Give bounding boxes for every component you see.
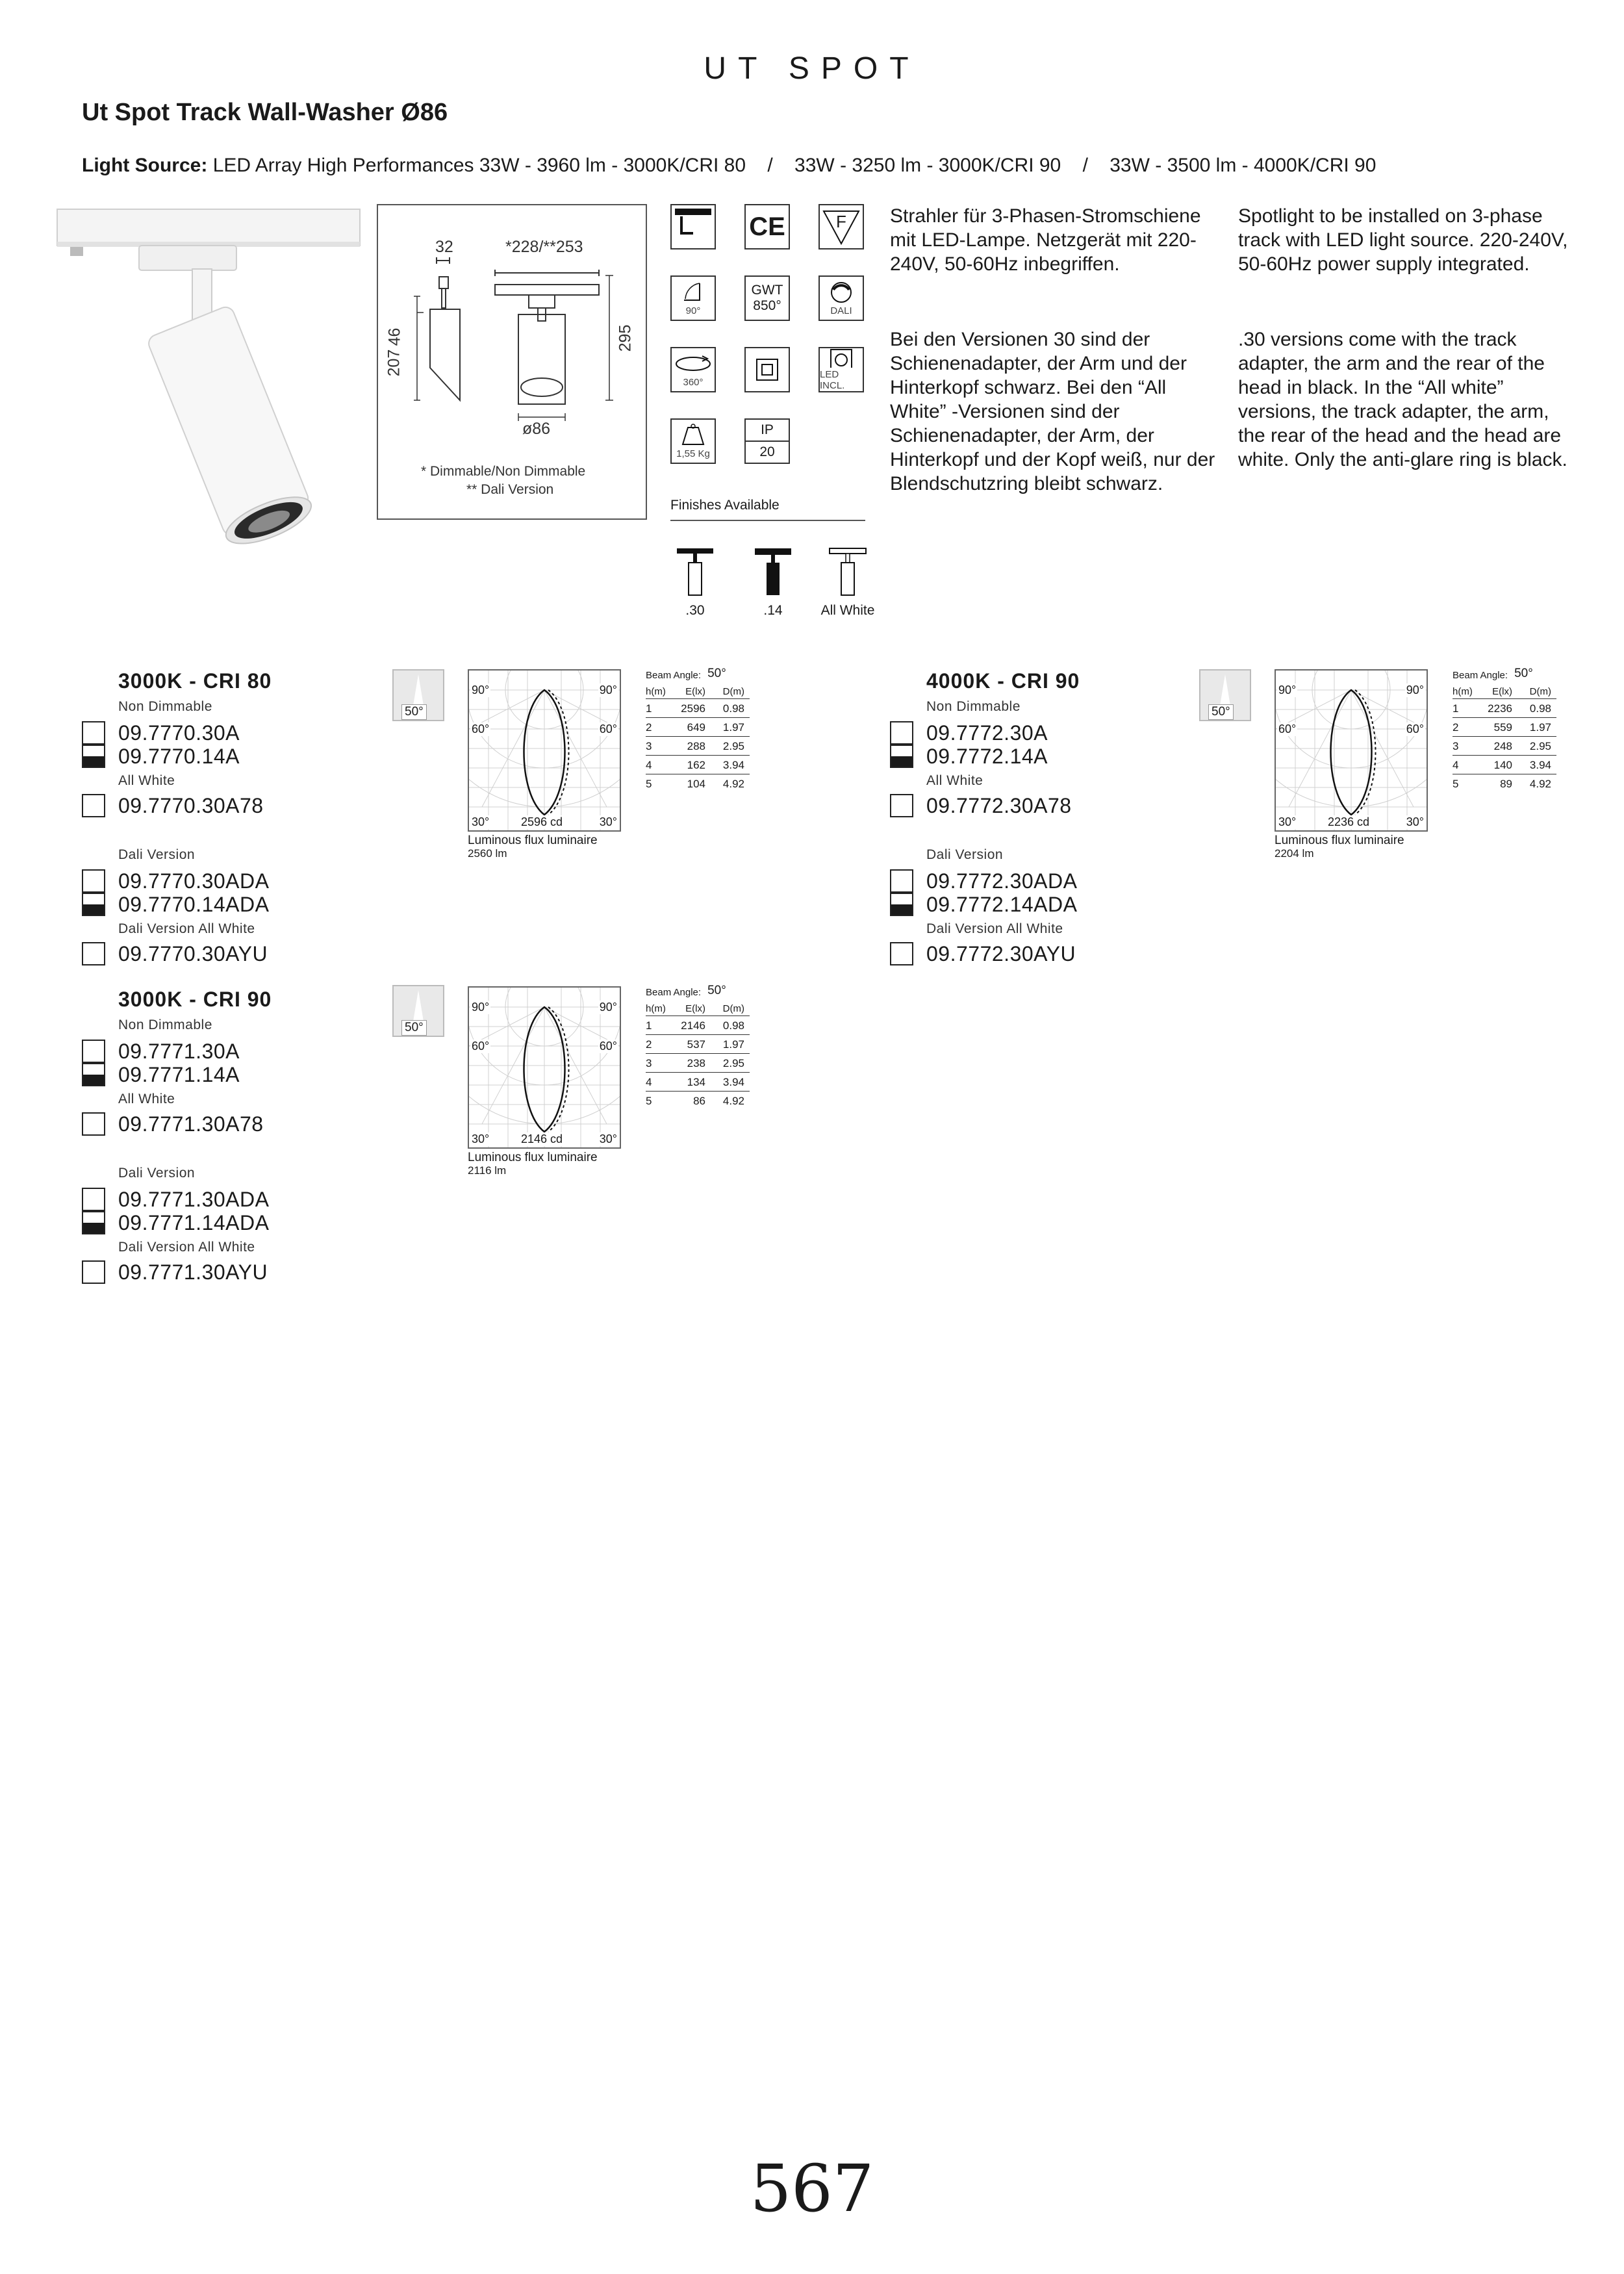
finish-all-white — [812, 539, 883, 619]
cell: 0.98 — [722, 1019, 744, 1032]
finish-swatch-white — [82, 1260, 105, 1284]
class-ii-icon — [744, 347, 790, 392]
col-diameter: D(m) — [722, 1003, 744, 1014]
cell: 5 — [646, 1095, 652, 1107]
polar-peak-intensity: 2236 cd — [1328, 815, 1370, 828]
table-row — [1453, 718, 1556, 737]
dim-46: 46 — [385, 327, 404, 346]
finish-black-rear — [669, 539, 721, 619]
col-diameter: D(m) — [1529, 686, 1551, 697]
table-row — [646, 756, 750, 774]
finish-swatch-white — [82, 1040, 105, 1063]
code-row — [82, 1112, 264, 1136]
dim-228: *228/**253 — [505, 238, 583, 256]
polar-label-60-right: 60° — [1406, 722, 1424, 735]
series-title: UT SPOT — [704, 51, 920, 86]
block-title-4000k-cri90: 4000K - CRI 90 — [926, 669, 1080, 693]
track-icon — [670, 204, 716, 249]
dali-caption: DALI — [830, 305, 852, 316]
cell: 2146 — [681, 1019, 705, 1032]
photometric-table — [1453, 667, 1556, 793]
code-row — [82, 1211, 269, 1234]
flux-value: 2116 lm — [468, 1164, 507, 1177]
code-list-dali — [890, 869, 1077, 916]
product-code: 09.7771.30A — [118, 1039, 240, 1063]
product-code: 09.7771.14A — [118, 1062, 240, 1086]
polar-label-90-left: 90° — [472, 1001, 490, 1014]
ip-rating-icon — [744, 418, 790, 464]
finish-swatch-white — [890, 869, 913, 893]
code-row — [890, 893, 1077, 916]
polar-grid — [469, 988, 620, 1147]
photometric-table — [646, 984, 750, 1110]
product-code: 09.7772.30A78 — [926, 793, 1072, 817]
finish-swatch-white — [82, 1188, 105, 1211]
cell: 4 — [646, 759, 652, 771]
tilt-angle: 90° — [685, 305, 701, 316]
table-row — [646, 1073, 750, 1092]
product-code: 09.7770.30A78 — [118, 793, 264, 817]
finish-swatch-white — [890, 721, 913, 745]
code-list-dali-all-white — [82, 1260, 268, 1284]
all-white-label: All White — [926, 773, 983, 788]
dimension-drawing — [377, 204, 647, 520]
polar-label-30-left: 30° — [472, 815, 490, 828]
cell: 1.97 — [722, 1038, 744, 1051]
dali-version-label: Dali Version — [118, 1166, 196, 1181]
cell: 4 — [1453, 759, 1459, 771]
flux-label: Luminous flux luminaire — [1275, 834, 1404, 847]
cell: 2596 — [681, 702, 705, 715]
cell: 559 — [1493, 721, 1512, 734]
cell: 3 — [646, 740, 652, 752]
finish-label-14: .14 — [763, 603, 783, 618]
polar-label-90-right: 90° — [599, 1001, 617, 1014]
product-code: 09.7770.14A — [118, 744, 240, 768]
polar-grid — [469, 671, 620, 830]
finish-swatch-white — [82, 869, 105, 893]
finish-swatch-white — [82, 1112, 105, 1136]
beam-label: Beam Angle: — [1453, 670, 1508, 681]
cell: 2.95 — [722, 740, 744, 752]
code-list-dali-all-white — [890, 942, 1076, 965]
product-code: 09.7771.30AYU — [118, 1260, 268, 1284]
cell: 2.95 — [1529, 740, 1551, 752]
non-dimmable-label: Non Dimmable — [118, 699, 212, 714]
cell: 3 — [646, 1057, 652, 1069]
finish-label-all-white: All White — [820, 603, 875, 618]
rotation-angle: 360° — [683, 376, 704, 388]
finish-swatch-white — [890, 794, 913, 817]
flux-label: Luminous flux luminaire — [468, 834, 598, 847]
cell: 1 — [646, 1019, 652, 1032]
dim-note-2: ** Dali Version — [466, 482, 554, 497]
description-de-details: Bei den Versionen 30 sind der Schienenadapter, der Arm und der Hinterkopf schwarz. Bei den “All White” -Versionen sind der Schienenadapter, der Arm, der Hinterkopf und der Kopf weiß, nur der Blendschutzring bleibt schwarz. — [890, 329, 1215, 494]
code-list-dali-all-white — [82, 942, 268, 965]
beam-label: Beam Angle: — [646, 670, 702, 681]
cell: 89 — [1500, 778, 1512, 790]
gwt-icon — [744, 275, 790, 321]
beam-angle-icon — [392, 669, 444, 724]
cell: 104 — [687, 778, 705, 790]
cell: 1 — [646, 702, 652, 715]
code-row — [82, 893, 269, 916]
code-row — [82, 1260, 268, 1284]
code-list-non-dimmable — [82, 721, 240, 768]
beam-angle-value: 50° — [401, 704, 427, 720]
table-row — [646, 774, 750, 793]
rotation-icon — [670, 347, 716, 392]
product-code: 09.7771.30ADA — [118, 1187, 270, 1211]
cell: 2.95 — [722, 1057, 744, 1069]
product-code: 09.7771.14ADA — [118, 1210, 270, 1234]
beam-angle-icon — [1199, 669, 1251, 724]
cell: 86 — [693, 1095, 705, 1107]
photometric-table — [646, 667, 750, 793]
cell: 4.92 — [722, 1095, 744, 1107]
col-illuminance: E(lx) — [685, 1003, 705, 1014]
col-illuminance: E(lx) — [1492, 686, 1512, 697]
polar-label-60-left: 60° — [472, 722, 490, 735]
cell: 238 — [687, 1057, 705, 1069]
photometric-table-header — [646, 984, 750, 998]
product-code: 09.7770.30ADA — [118, 869, 270, 893]
dali-icon — [818, 275, 864, 321]
photometric-table-columns — [646, 1003, 750, 1016]
polar-label-30-right: 30° — [599, 815, 617, 828]
finish-swatch-black — [82, 893, 105, 916]
dim-86: ø86 — [522, 420, 551, 438]
cell: 3.94 — [1529, 759, 1551, 771]
beam-angle-icon — [392, 985, 444, 1040]
code-row — [82, 869, 269, 893]
finish-label-30: .30 — [685, 603, 705, 618]
ce-mark-icon: CE — [744, 204, 790, 249]
polar-diagram — [468, 986, 621, 1149]
photometric-table-columns — [1453, 686, 1556, 699]
cell: 3 — [1453, 740, 1459, 752]
finish-swatch-black — [82, 745, 105, 768]
ip-label: IP — [746, 420, 789, 442]
cell: 3.94 — [722, 759, 744, 771]
dim-295: 295 — [616, 324, 635, 352]
beam-value: 50° — [707, 984, 726, 997]
code-row — [890, 745, 1048, 768]
table-row — [646, 1016, 750, 1035]
product-code: 09.7772.30ADA — [926, 869, 1078, 893]
code-list-all-white — [82, 794, 264, 817]
product-code: 09.7770.14ADA — [118, 892, 270, 916]
cell: 1 — [1453, 702, 1459, 715]
gwt-value: 850° — [753, 298, 781, 313]
polar-peak-intensity: 2146 cd — [521, 1132, 563, 1145]
finish-swatch-white — [82, 794, 105, 817]
col-height: h(m) — [646, 686, 666, 697]
code-list-non-dimmable — [890, 721, 1048, 768]
polar-peak-intensity: 2596 cd — [521, 815, 563, 828]
code-row — [890, 794, 1072, 817]
col-height: h(m) — [646, 1003, 666, 1014]
code-list-dali — [82, 1188, 269, 1234]
table-row — [646, 1092, 750, 1110]
non-dimmable-label: Non Dimmable — [118, 1017, 212, 1032]
finish-swatch-white — [82, 721, 105, 745]
polar-label-30-right: 30° — [1406, 815, 1424, 828]
cell: 134 — [687, 1076, 705, 1088]
flux-value: 2560 lm — [468, 847, 507, 860]
polar-grid — [1276, 671, 1427, 830]
polar-label-90-right: 90° — [1406, 683, 1424, 696]
cell: 2 — [646, 1038, 652, 1051]
polar-label-30-right: 30° — [599, 1132, 617, 1145]
block-title-3000k-cri90: 3000K - CRI 90 — [118, 988, 272, 1011]
table-row — [646, 718, 750, 737]
product-code: 09.7771.30A78 — [118, 1112, 264, 1136]
cell: 3.94 — [722, 1076, 744, 1088]
polar-label-90-left: 90° — [472, 683, 490, 696]
dim-note-1: * Dimmable/Non Dimmable — [421, 464, 586, 479]
polar-diagram — [1275, 669, 1428, 832]
code-list-all-white — [82, 1112, 264, 1136]
table-row — [646, 699, 750, 718]
cell: 537 — [687, 1038, 705, 1051]
beam-value: 50° — [1514, 667, 1533, 680]
beam-angle-value: 50° — [401, 1020, 427, 1036]
weight-value: 1,55 Kg — [676, 448, 710, 459]
polar-label-60-right: 60° — [599, 722, 617, 735]
code-row — [890, 721, 1048, 745]
table-row — [1453, 774, 1556, 793]
description-en-intro: Spotlight to be installed on 3-phase track with LED light source. 220-240V, 50-60Hz power supply integrated. — [1238, 205, 1568, 275]
dim-207: 207 — [385, 349, 403, 377]
code-row — [890, 942, 1076, 965]
weight-icon — [670, 418, 716, 464]
cell: 2 — [646, 721, 652, 734]
cell: 4 — [646, 1076, 652, 1088]
code-row — [82, 745, 240, 768]
dali-version-label: Dali Version — [118, 847, 196, 862]
code-list-dali — [82, 869, 269, 916]
beam-label: Beam Angle: — [646, 987, 702, 998]
description-en-details: .30 versions come with the track adapter, the arm and the rear of the head in black. In the “All white” versions, the track adapter, the arm, the rear of the head and the head are white. Only the anti-glare ring is black. — [1238, 329, 1567, 470]
page-number: 567 — [750, 2151, 874, 2227]
cell: 4.92 — [722, 778, 744, 790]
product-title: Ut Spot Track Wall-Washer Ø86 — [82, 99, 448, 126]
polar-label-60-left: 60° — [1278, 722, 1297, 735]
product-code: 09.7772.14A — [926, 744, 1048, 768]
all-white-label: All White — [118, 773, 175, 788]
light-source-label: Light Source: — [82, 155, 208, 176]
beam-angle-value: 50° — [1208, 704, 1234, 720]
code-list-non-dimmable — [82, 1040, 240, 1086]
polar-label-30-left: 30° — [472, 1132, 490, 1145]
polar-label-90-right: 90° — [599, 683, 617, 696]
finishes-title: Finishes Available — [670, 498, 780, 513]
beam-value: 50° — [707, 667, 726, 680]
cell: 1.97 — [722, 721, 744, 734]
product-code: 09.7770.30AYU — [118, 941, 268, 965]
photometric-table-header — [1453, 667, 1556, 681]
tilt-icon — [670, 275, 716, 321]
ip-value: 20 — [759, 444, 775, 459]
table-row — [646, 1054, 750, 1073]
finish-swatch-black — [890, 893, 913, 916]
all-white-label: All White — [118, 1092, 175, 1106]
f-mark-icon — [818, 204, 864, 249]
code-row — [82, 942, 268, 965]
finish-swatch-white — [82, 942, 105, 965]
dim-32: 32 — [435, 238, 453, 256]
polar-diagram — [468, 669, 621, 832]
cell: 4.92 — [1529, 778, 1551, 790]
non-dimmable-label: Non Dimmable — [926, 699, 1021, 714]
code-row — [890, 869, 1077, 893]
flux-value: 2204 lm — [1275, 847, 1314, 860]
f-mark-letter: F — [836, 211, 846, 231]
cell: 288 — [687, 740, 705, 752]
table-row — [1453, 756, 1556, 774]
table-row — [1453, 737, 1556, 756]
product-code: 09.7772.14ADA — [926, 892, 1078, 916]
light-source-text: LED Array High Performances 33W - 3960 lm - 3000K/CRI 80 / 33W - 3250 lm - 3000K/CRI 90 / 33W - 3500 lm - 4000K/CRI 90 — [212, 155, 1377, 176]
description-de-intro: Strahler für 3-Phasen-Stromschiene mit LED-Lampe. Netzgerät mit 220-240V, 50-60Hz inbegriffen. — [890, 205, 1201, 275]
photometric-table-columns — [646, 686, 750, 699]
finish-swatch-black — [890, 745, 913, 768]
code-row — [82, 1063, 240, 1086]
polar-label-60-left: 60° — [472, 1040, 490, 1053]
polar-label-90-left: 90° — [1278, 683, 1297, 696]
cell: 2 — [1453, 721, 1459, 734]
dali-version-label: Dali Version — [926, 847, 1004, 862]
finish-swatch-white — [890, 942, 913, 965]
code-row — [82, 1040, 240, 1063]
table-row — [646, 1035, 750, 1054]
finishes-divider — [670, 520, 865, 521]
finish-black — [747, 539, 799, 619]
cell: 140 — [1493, 759, 1512, 771]
light-source-line — [82, 155, 1376, 177]
finish-swatch-black — [82, 1063, 105, 1086]
cell: 248 — [1493, 740, 1512, 752]
product-code: 09.7772.30A — [926, 721, 1048, 745]
dali-all-white-label: Dali Version All White — [118, 1240, 255, 1255]
table-row — [646, 737, 750, 756]
product-code: 09.7772.30AYU — [926, 941, 1076, 965]
table-row — [1453, 699, 1556, 718]
col-diameter: D(m) — [722, 686, 744, 697]
polar-label-60-right: 60° — [599, 1040, 617, 1053]
photometric-table-header — [646, 667, 750, 681]
cell: 5 — [646, 778, 652, 790]
cell: 162 — [687, 759, 705, 771]
cell: 0.98 — [722, 702, 744, 715]
polar-label-30-left: 30° — [1278, 815, 1297, 828]
code-row — [82, 794, 264, 817]
cell: 649 — [687, 721, 705, 734]
cell: 1.97 — [1529, 721, 1551, 734]
flux-label: Luminous flux luminaire — [468, 1151, 598, 1164]
gwt-label: GWT — [751, 283, 783, 298]
cell: 0.98 — [1529, 702, 1551, 715]
led-included-icon — [818, 347, 864, 392]
code-list-all-white — [890, 794, 1072, 817]
dali-all-white-label: Dali Version All White — [926, 921, 1063, 936]
led-included-caption: LED INCL. — [820, 369, 845, 391]
code-row — [82, 1188, 269, 1211]
cell: 2236 — [1488, 702, 1512, 715]
dali-all-white-label: Dali Version All White — [118, 921, 255, 936]
col-illuminance: E(lx) — [685, 686, 705, 697]
cell: 5 — [1453, 778, 1459, 790]
finish-swatch-black — [82, 1211, 105, 1234]
code-row — [82, 721, 240, 745]
col-height: h(m) — [1453, 686, 1473, 697]
product-code: 09.7770.30A — [118, 721, 240, 745]
block-title-3000k-cri80: 3000K - CRI 80 — [118, 669, 272, 693]
product-photo — [56, 204, 361, 594]
